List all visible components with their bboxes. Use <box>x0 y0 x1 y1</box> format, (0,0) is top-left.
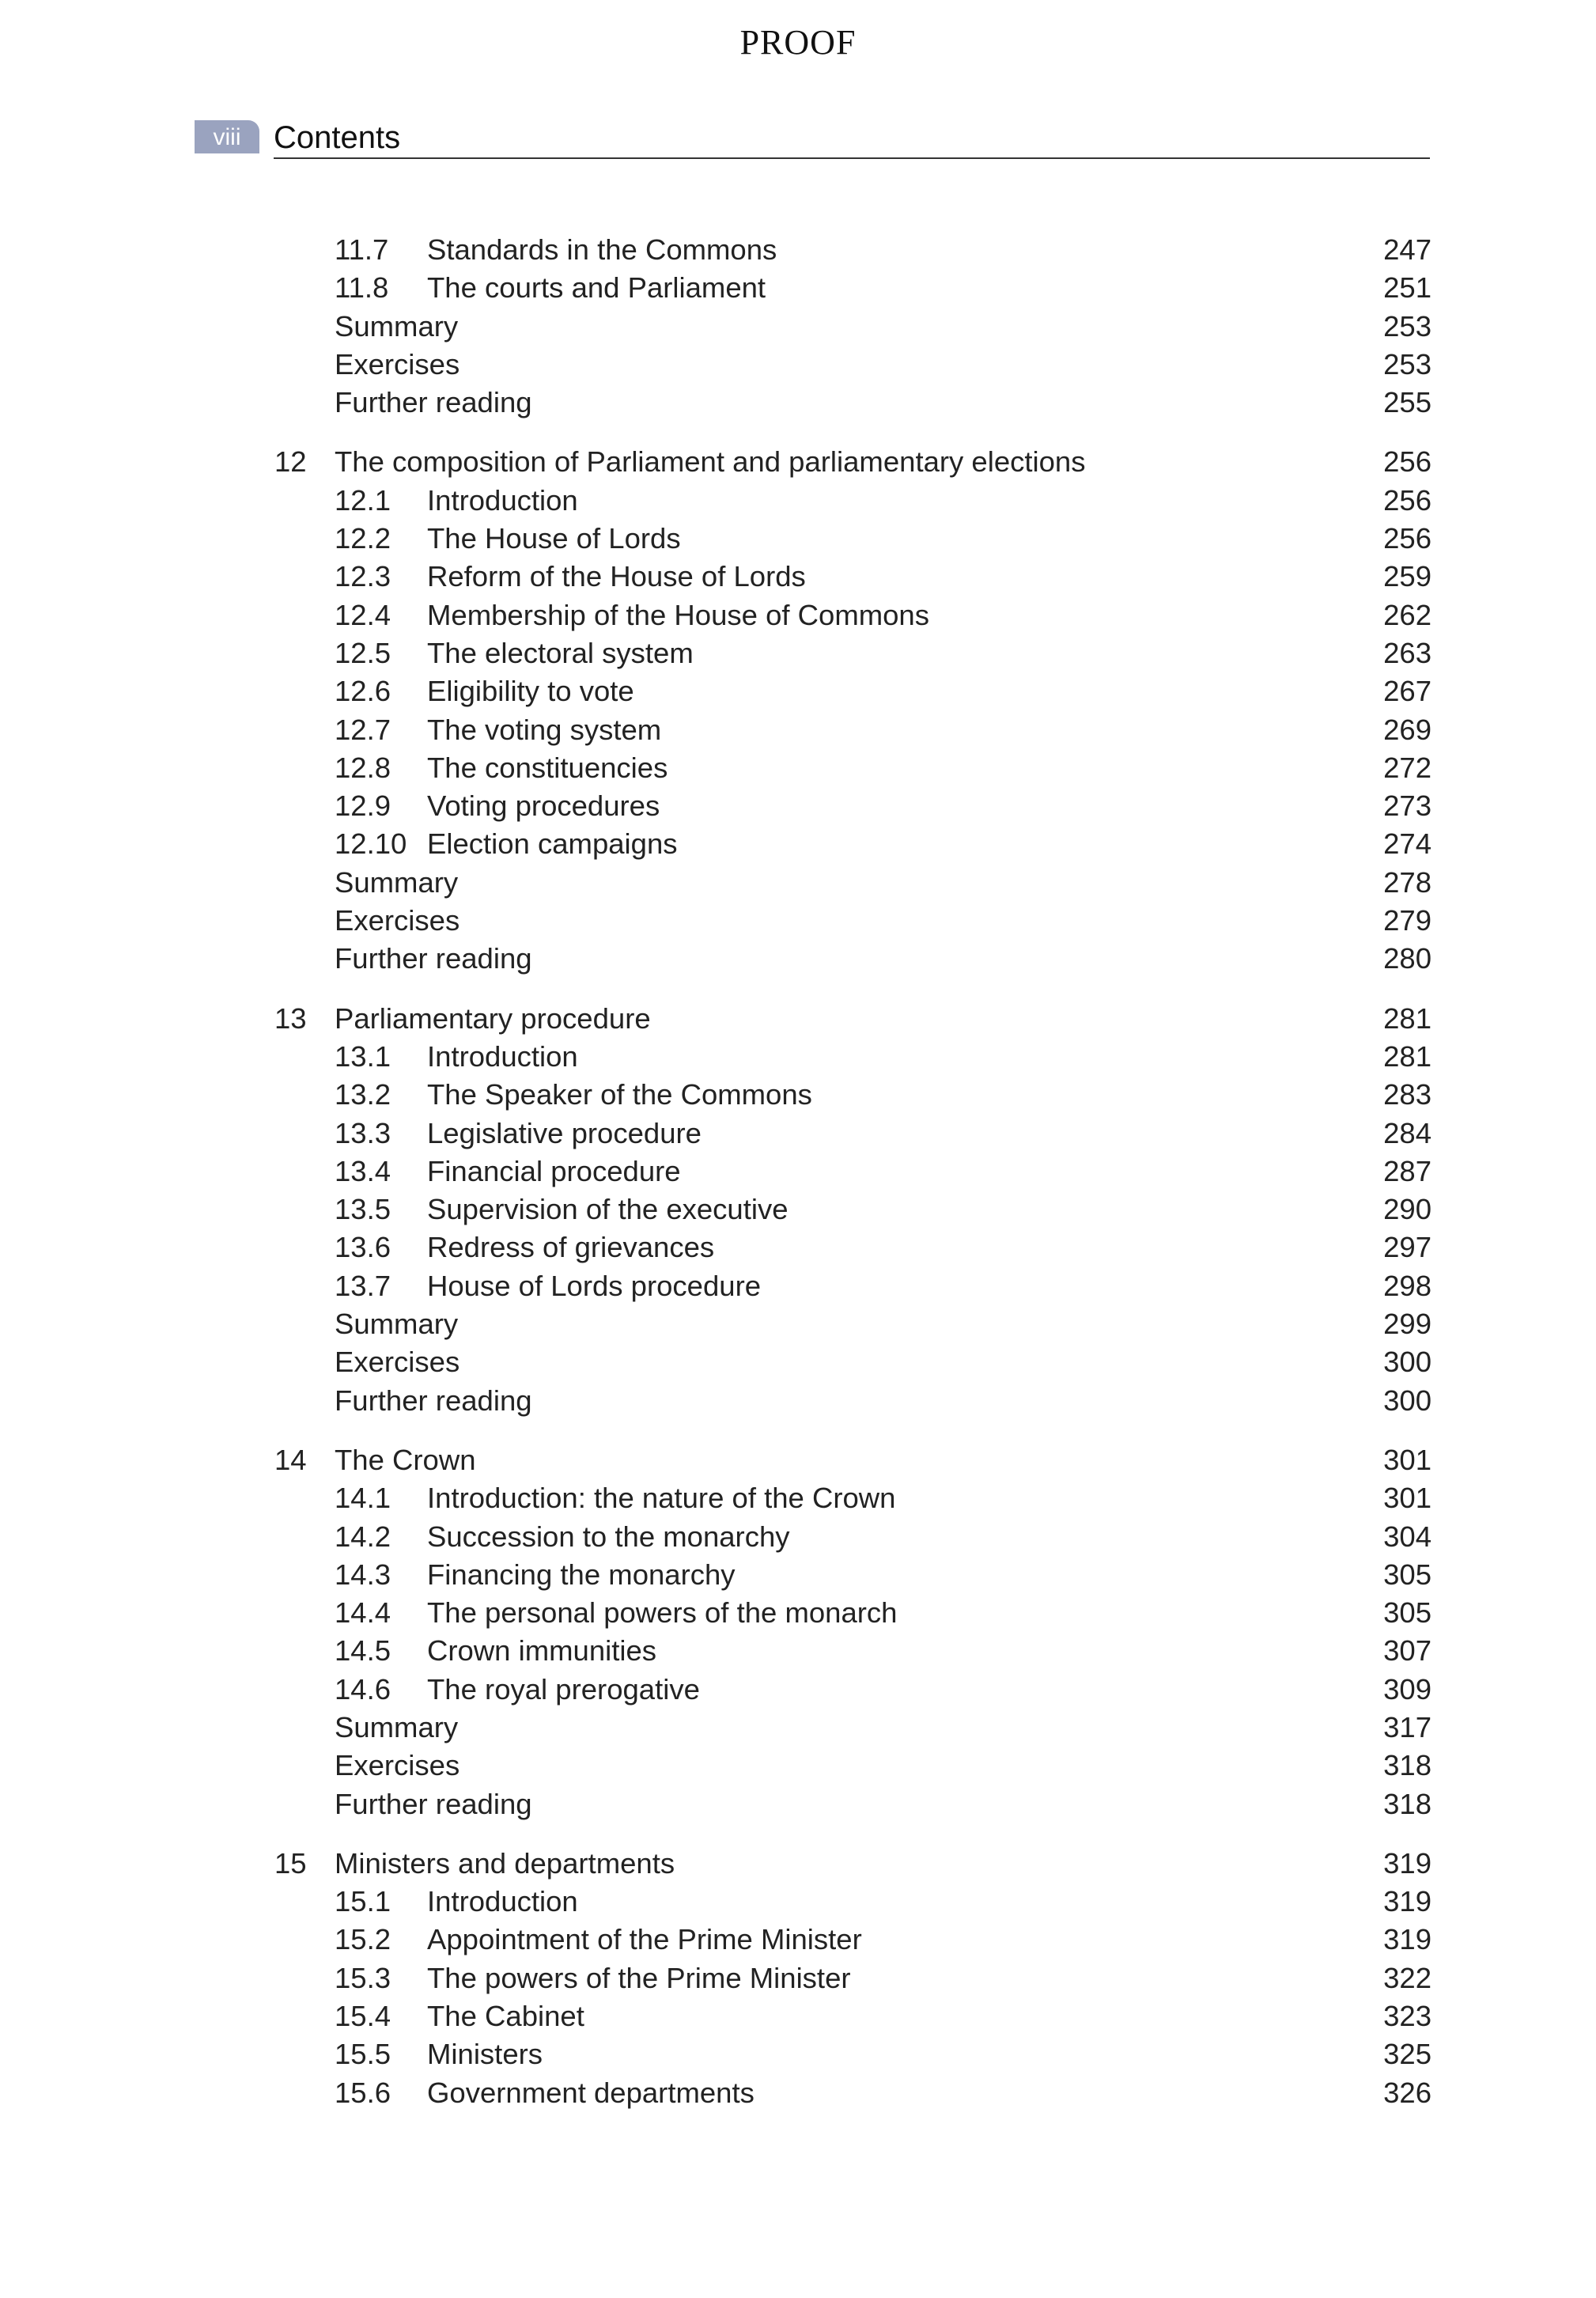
section-number: 12.5 <box>335 636 391 669</box>
section-entry <box>0 1959 1596 1997</box>
page-number: 297 <box>1383 1231 1431 1264</box>
page-number: 247 <box>1383 233 1431 266</box>
section-title: The Speaker of the Commons <box>427 1078 812 1111</box>
section-title: Redress of grievances <box>427 1231 715 1264</box>
page-number: 300 <box>1383 1346 1431 1379</box>
page-number: 284 <box>1383 1116 1431 1149</box>
section-number: 14.4 <box>335 1596 391 1630</box>
page-number: 318 <box>1383 1787 1431 1820</box>
end-matter-title: Further reading <box>335 942 532 975</box>
section-number: 14.5 <box>335 1634 391 1668</box>
section-entry <box>0 1883 1596 1921</box>
page-number: 267 <box>1383 675 1431 708</box>
section-title: Eligibility to vote <box>427 675 634 708</box>
section-number: 11.7 <box>335 233 389 266</box>
page-number: 256 <box>1383 445 1431 479</box>
page-number: 325 <box>1383 2038 1431 2071</box>
chapter-title: Parliamentary procedure <box>335 1001 651 1035</box>
section-entry <box>0 520 1596 558</box>
page-number: 279 <box>1383 904 1431 937</box>
section-entry <box>0 1115 1596 1153</box>
section-entry <box>0 672 1596 710</box>
chapter-number: 15 <box>274 1846 307 1880</box>
end-matter-title: Further reading <box>335 1787 532 1820</box>
section-number: 12.10 <box>335 827 407 861</box>
page-number: 299 <box>1383 1308 1431 1341</box>
end-matter-entry <box>0 384 1596 422</box>
end-matter-entry <box>0 864 1596 902</box>
section-title: Government departments <box>427 2076 755 2109</box>
end-matter-title: Exercises <box>335 1346 460 1379</box>
section-title: The personal powers of the monarch <box>427 1596 898 1630</box>
section-title: Standards in the Commons <box>427 233 777 266</box>
page-number: 280 <box>1383 942 1431 975</box>
end-matter-entry <box>0 1747 1596 1785</box>
end-matter-entry <box>0 1305 1596 1343</box>
section-title: Introduction: the nature of the Crown <box>427 1482 896 1515</box>
section-entry <box>0 1518 1596 1556</box>
page-number: 326 <box>1383 2076 1431 2109</box>
section-title: The House of Lords <box>427 522 681 555</box>
section-entry <box>0 482 1596 520</box>
chapter-title: The Crown <box>335 1443 476 1476</box>
page-number: 255 <box>1383 386 1431 419</box>
section-number: 12.7 <box>335 713 391 746</box>
section-title: Financial procedure <box>427 1154 681 1187</box>
page-number: 304 <box>1383 1520 1431 1553</box>
chapter-number: 13 <box>274 1001 307 1035</box>
end-matter-title: Summary <box>335 1308 459 1341</box>
page-number: 272 <box>1383 751 1431 784</box>
page-number: 319 <box>1383 1846 1431 1880</box>
page-number: 319 <box>1383 1885 1431 1918</box>
section-number: 12.3 <box>335 560 391 593</box>
section-title: The Cabinet <box>427 2000 584 2033</box>
section-number: 14.3 <box>335 1558 391 1591</box>
page-number: 290 <box>1383 1193 1431 1226</box>
section-entry <box>0 825 1596 863</box>
page-number: 301 <box>1383 1443 1431 1476</box>
page-number: 309 <box>1383 1672 1431 1706</box>
section-entry <box>0 231 1596 269</box>
section-entry <box>0 1267 1596 1305</box>
chapter-heading <box>0 1441 1596 1479</box>
section-title: Supervision of the executive <box>427 1193 789 1226</box>
section-entry <box>0 1921 1596 1959</box>
page-number: 318 <box>1383 1749 1431 1782</box>
end-matter-entry <box>0 1343 1596 1381</box>
section-entry <box>0 2035 1596 2073</box>
chapter-heading <box>0 1000 1596 1038</box>
section-number: 13.4 <box>335 1154 391 1187</box>
chapter-block <box>0 1845 1596 2112</box>
section-number: 13.7 <box>335 1269 391 1302</box>
page-number: 269 <box>1383 713 1431 746</box>
page-number: 281 <box>1383 1001 1431 1035</box>
section-title: Election campaigns <box>427 827 678 861</box>
page-number: 317 <box>1383 1710 1431 1743</box>
section-number: 14.1 <box>335 1482 391 1515</box>
section-entry <box>0 1671 1596 1709</box>
page-number: 253 <box>1383 347 1431 380</box>
page-number: 259 <box>1383 560 1431 593</box>
end-matter-entry <box>0 1709 1596 1747</box>
section-number: 12.6 <box>335 675 391 708</box>
end-matter-title: Exercises <box>335 904 460 937</box>
chapter-block <box>0 1000 1596 1420</box>
section-title: Reform of the House of Lords <box>427 560 806 593</box>
section-number: 12.8 <box>335 751 391 784</box>
section-title: Succession to the monarchy <box>427 1520 790 1553</box>
section-entry <box>0 1594 1596 1632</box>
page-number: 322 <box>1383 1961 1431 1994</box>
section-entry <box>0 1479 1596 1517</box>
section-title: Membership of the House of Commons <box>427 598 929 631</box>
page-number: 274 <box>1383 827 1431 861</box>
end-matter-entry <box>0 346 1596 384</box>
page-number: 256 <box>1383 522 1431 555</box>
section-number: 14.2 <box>335 1520 391 1553</box>
section-entry <box>0 1153 1596 1191</box>
chapter-number: 12 <box>274 445 307 479</box>
page-number-tab: viii <box>195 120 259 153</box>
page-number: 298 <box>1383 1269 1431 1302</box>
section-title: Crown immunities <box>427 1634 657 1668</box>
section-entry <box>0 787 1596 825</box>
page-number: 256 <box>1383 483 1431 517</box>
section-number: 13.6 <box>335 1231 391 1264</box>
section-title: The voting system <box>427 713 662 746</box>
page-number: 307 <box>1383 1634 1431 1668</box>
end-matter-title: Summary <box>335 1710 459 1743</box>
section-number: 11.8 <box>335 271 389 305</box>
section-number: 12.4 <box>335 598 391 631</box>
section-title: The powers of the Prime Minister <box>427 1961 851 1994</box>
page-number: 287 <box>1383 1154 1431 1187</box>
section-entry <box>0 558 1596 596</box>
page-number: 319 <box>1383 1923 1431 1956</box>
section-entry <box>0 2074 1596 2112</box>
section-title: Introduction <box>427 1885 578 1918</box>
chapter-number: 14 <box>274 1443 307 1476</box>
section-entry <box>0 1229 1596 1266</box>
running-head-title: Contents <box>274 120 401 155</box>
page-number: 300 <box>1383 1384 1431 1417</box>
section-title: Ministers <box>427 2038 543 2071</box>
section-number: 14.6 <box>335 1672 391 1706</box>
end-matter-title: Exercises <box>335 347 460 380</box>
section-number: 12.2 <box>335 522 391 555</box>
section-number: 15.6 <box>335 2076 391 2109</box>
page-number: 305 <box>1383 1596 1431 1630</box>
section-title: The royal prerogative <box>427 1672 700 1706</box>
end-matter-entry <box>0 940 1596 978</box>
chapter-heading <box>0 443 1596 481</box>
section-entry <box>0 269 1596 307</box>
section-title: Introduction <box>427 1039 578 1073</box>
chapter-title: The composition of Parliament and parliamentary elections <box>335 445 1086 479</box>
page-number: 262 <box>1383 598 1431 631</box>
page-number: 263 <box>1383 636 1431 669</box>
section-entry <box>0 1076 1596 1114</box>
section-number: 15.2 <box>335 1923 391 1956</box>
end-matter-title: Summary <box>335 309 459 343</box>
section-number: 13.3 <box>335 1116 391 1149</box>
section-number: 12.9 <box>335 789 391 823</box>
chapter-block <box>0 443 1596 978</box>
header-rule <box>274 157 1430 159</box>
end-matter-title: Summary <box>335 865 459 899</box>
end-matter-title: Further reading <box>335 386 532 419</box>
section-entry <box>0 1556 1596 1594</box>
section-number: 13.2 <box>335 1078 391 1111</box>
chapter-block <box>0 231 1596 422</box>
section-entry <box>0 1038 1596 1076</box>
section-entry <box>0 1632 1596 1670</box>
chapter-title: Ministers and departments <box>335 1846 675 1880</box>
section-entry <box>0 634 1596 672</box>
page-number: 273 <box>1383 789 1431 823</box>
section-entry <box>0 749 1596 787</box>
chapter-block <box>0 1441 1596 1823</box>
section-title: The courts and Parliament <box>427 271 766 305</box>
page-number: 278 <box>1383 865 1431 899</box>
section-title: Legislative procedure <box>427 1116 702 1149</box>
end-matter-entry <box>0 1785 1596 1823</box>
end-matter-title: Exercises <box>335 1749 460 1782</box>
proof-watermark: PROOF <box>739 23 857 62</box>
end-matter-title: Further reading <box>335 1384 532 1417</box>
section-entry <box>0 711 1596 749</box>
page-number: 323 <box>1383 2000 1431 2033</box>
section-number: 13.1 <box>335 1039 391 1073</box>
section-title: House of Lords procedure <box>427 1269 762 1302</box>
chapter-heading <box>0 1845 1596 1883</box>
section-entry <box>0 596 1596 634</box>
section-title: Appointment of the Prime Minister <box>427 1923 862 1956</box>
section-title: Financing the monarchy <box>427 1558 736 1591</box>
page-number: 283 <box>1383 1078 1431 1111</box>
section-number: 15.5 <box>335 2038 391 2071</box>
page-number: 251 <box>1383 271 1431 305</box>
section-number: 13.5 <box>335 1193 391 1226</box>
page-header <box>195 119 1430 161</box>
page-number: 301 <box>1383 1482 1431 1515</box>
end-matter-entry <box>0 902 1596 940</box>
section-title: Voting procedures <box>427 789 660 823</box>
section-number: 15.4 <box>335 2000 391 2033</box>
section-number: 15.1 <box>335 1885 391 1918</box>
section-entry <box>0 1191 1596 1229</box>
section-title: Introduction <box>427 483 578 517</box>
section-title: The electoral system <box>427 636 694 669</box>
section-title: The constituencies <box>427 751 668 784</box>
end-matter-entry <box>0 308 1596 346</box>
end-matter-entry <box>0 1382 1596 1420</box>
section-entry <box>0 1997 1596 2035</box>
table-of-contents <box>0 231 1596 2133</box>
page-number: 253 <box>1383 309 1431 343</box>
section-number: 15.3 <box>335 1961 391 1994</box>
page-number: 305 <box>1383 1558 1431 1591</box>
section-number: 12.1 <box>335 483 391 517</box>
page-number: 281 <box>1383 1039 1431 1073</box>
